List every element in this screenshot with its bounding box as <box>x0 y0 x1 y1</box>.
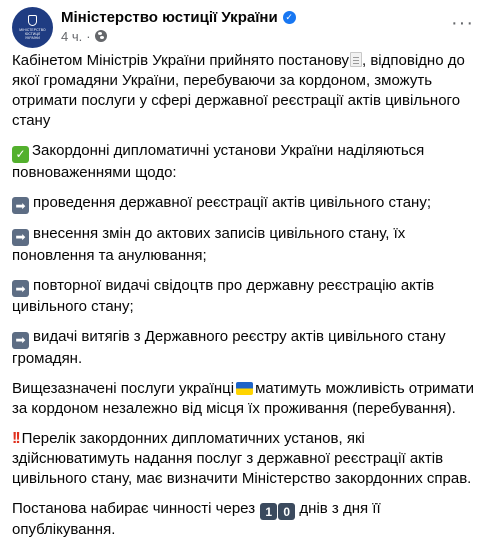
right-arrow-icon: ➡ <box>12 280 29 297</box>
list-item-text: повторної видачі свідоцтв про державну реєстрацію актів цивільного стану; <box>12 276 435 315</box>
post-subtitle <box>61 27 484 45</box>
globe-icon[interactable] <box>95 30 107 42</box>
verified-badge-icon: ✓ <box>283 11 296 24</box>
effective-text-start: Постанова набирає чинності через <box>12 499 256 517</box>
intro-text-end: , відповідно до якої громадяни України, перебуваючи за кордоном, зможуть отримати послуги у сфері державної реєстрації актів цивільного стану <box>12 52 465 129</box>
missions-text: Перелік закордонних дипломатичних установ, які здійснюватимуть надання послуг з державної реєстрації актів цивільного стану, має визначити Міністерство закордонних справ. <box>12 429 472 487</box>
separator-dot: · <box>86 28 91 44</box>
trident-icon <box>28 15 37 26</box>
keycap-zero-icon: 0 <box>278 503 295 520</box>
post-meta <box>61 7 484 45</box>
services-text-start: Вищезазначені послуги українці <box>12 379 235 397</box>
powers-text: Закордонні дипломатичні установи України наділяються повноваженнями щодо: <box>12 142 425 181</box>
list-item <box>12 276 484 318</box>
document-icon <box>350 52 362 67</box>
ukraine-flag-icon <box>236 382 253 395</box>
page-avatar[interactable] <box>12 7 53 48</box>
list-item <box>12 224 484 266</box>
post-paragraph-powers <box>12 141 484 183</box>
post-paragraph-services <box>12 379 484 419</box>
post-paragraph-effective <box>12 499 484 541</box>
right-arrow-icon: ➡ <box>12 229 29 246</box>
intro-text-start: Кабінетом Міністрів України прийнято постанову <box>12 52 349 69</box>
more-options-button[interactable]: ··· <box>451 12 474 34</box>
right-arrow-icon: ➡ <box>12 332 29 349</box>
double-exclamation-icon: !! <box>12 429 19 447</box>
list-item <box>12 193 484 215</box>
services-text-end: матимуть можливість отримати за кордоном незалежно від місця їх проживання (перебування). <box>12 379 474 417</box>
effective-text-end: днів з дня її опублікування. <box>12 499 381 538</box>
keycap-one-icon: 1 <box>260 503 277 520</box>
name-row <box>61 7 484 27</box>
list-item-text: видачі витягів з Державного реєстру актів цивільного стану громадян. <box>12 328 446 367</box>
list-item-text: проведення державної реєстрації актів цивільного стану; <box>33 193 431 211</box>
post-body <box>12 51 484 540</box>
post-paragraph-intro <box>12 51 484 131</box>
post-header <box>12 0 484 48</box>
list-item <box>12 327 484 369</box>
post-timestamp[interactable]: 4 ч. <box>61 28 83 44</box>
avatar-logo <box>17 12 48 43</box>
post-paragraph-list-of-missions <box>12 429 484 489</box>
page-name-link[interactable]: Міністерство юстиції України <box>61 8 278 26</box>
check-mark-icon: ✓ <box>12 146 29 163</box>
avatar-text: МІНІСТЕРСТВО ЮСТИЦІЇ УКРАЇНИ <box>19 28 46 40</box>
list-item-text: внесення змін до актових записів цивільного стану, їх поновлення та анулювання; <box>12 225 406 264</box>
right-arrow-icon: ➡ <box>12 197 29 214</box>
